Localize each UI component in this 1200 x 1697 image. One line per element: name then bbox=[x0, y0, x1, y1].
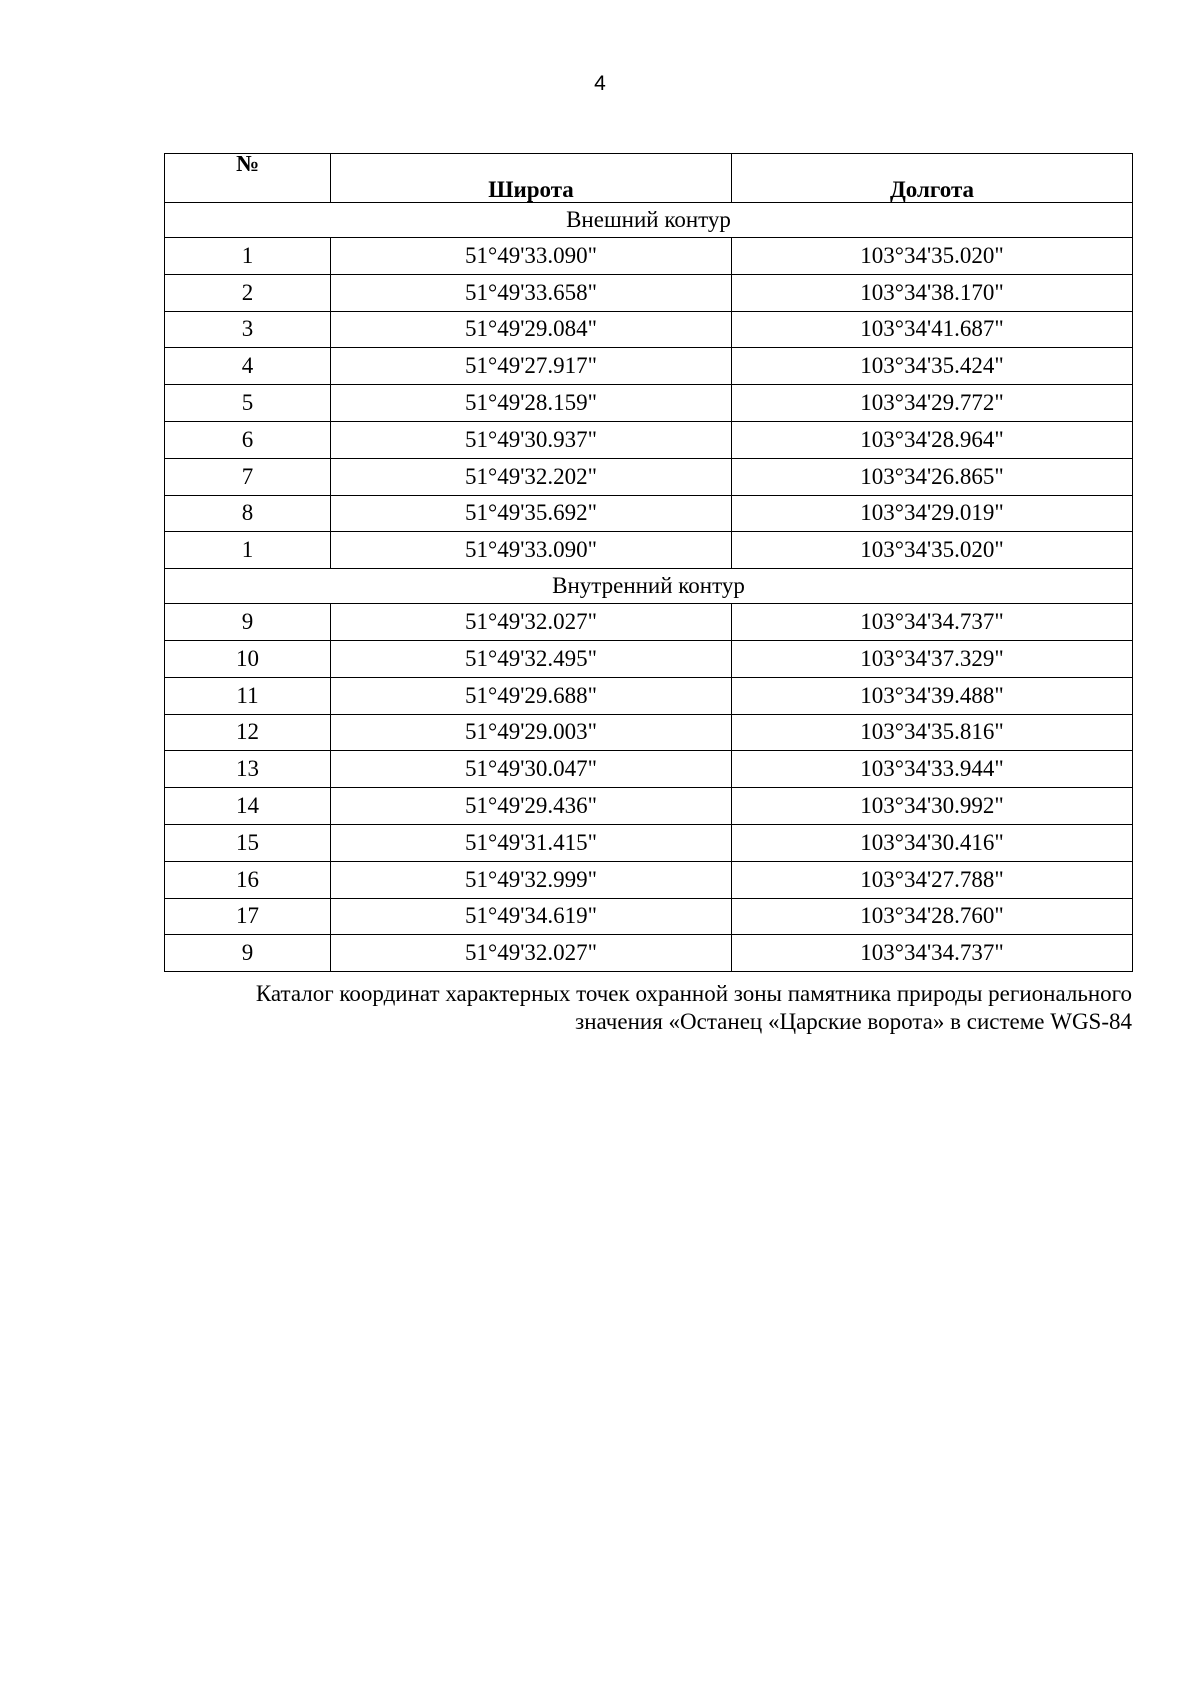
cell-latitude: 51°49'27.917" bbox=[331, 348, 732, 385]
cell-latitude: 51°49'32.027" bbox=[331, 935, 732, 972]
table-header-row bbox=[165, 154, 1133, 203]
cell-longitude: 103°34'38.170" bbox=[732, 274, 1133, 311]
cell-longitude: 103°34'33.944" bbox=[732, 751, 1133, 788]
table-row bbox=[165, 824, 1133, 861]
cell-longitude: 103°34'29.772" bbox=[732, 385, 1133, 422]
table-row bbox=[165, 751, 1133, 788]
cell-longitude: 103°34'37.329" bbox=[732, 640, 1133, 677]
cell-latitude: 51°49'32.495" bbox=[331, 640, 732, 677]
table-body bbox=[165, 203, 1133, 972]
cell-longitude: 103°34'26.865" bbox=[732, 458, 1133, 495]
table-row bbox=[165, 935, 1133, 972]
cell-number: 2 bbox=[165, 274, 331, 311]
cell-longitude: 103°34'30.416" bbox=[732, 824, 1133, 861]
table-row bbox=[165, 604, 1133, 641]
cell-number: 16 bbox=[165, 861, 331, 898]
cell-longitude: 103°34'35.020" bbox=[732, 532, 1133, 569]
cell-number: 1 bbox=[165, 238, 331, 275]
table-row bbox=[165, 385, 1133, 422]
cell-latitude: 51°49'28.159" bbox=[331, 385, 732, 422]
table-row bbox=[165, 640, 1133, 677]
cell-longitude: 103°34'29.019" bbox=[732, 495, 1133, 532]
cell-latitude: 51°49'32.999" bbox=[331, 861, 732, 898]
cell-latitude: 51°49'29.003" bbox=[331, 714, 732, 751]
page-number: 4 bbox=[594, 72, 606, 95]
header-longitude: Долгота bbox=[732, 154, 1133, 203]
table-row bbox=[165, 532, 1133, 569]
cell-number: 1 bbox=[165, 532, 331, 569]
table-row bbox=[165, 274, 1133, 311]
section-title: Внутренний контур bbox=[165, 569, 1133, 604]
cell-longitude: 103°34'34.737" bbox=[732, 604, 1133, 641]
cell-number: 4 bbox=[165, 348, 331, 385]
table-row bbox=[165, 238, 1133, 275]
cell-longitude: 103°34'39.488" bbox=[732, 677, 1133, 714]
table-row bbox=[165, 348, 1133, 385]
cell-latitude: 51°49'34.619" bbox=[331, 898, 732, 935]
caption-line-2: значения «Останец «Царские ворота» в системе WGS-84 bbox=[575, 1009, 1132, 1034]
cell-number: 8 bbox=[165, 495, 331, 532]
cell-latitude: 51°49'30.047" bbox=[331, 751, 732, 788]
cell-number: 15 bbox=[165, 824, 331, 861]
cell-longitude: 103°34'34.737" bbox=[732, 935, 1133, 972]
coordinates-table bbox=[164, 153, 1133, 972]
cell-number: 3 bbox=[165, 311, 331, 348]
section-title: Внешний контур bbox=[165, 203, 1133, 238]
cell-latitude: 51°49'29.436" bbox=[331, 788, 732, 825]
header-number: № bbox=[165, 154, 331, 203]
cell-number: 10 bbox=[165, 640, 331, 677]
table-row bbox=[165, 311, 1133, 348]
table-row bbox=[165, 421, 1133, 458]
cell-latitude: 51°49'32.202" bbox=[331, 458, 732, 495]
cell-latitude: 51°49'33.090" bbox=[331, 532, 732, 569]
cell-latitude: 51°49'29.084" bbox=[331, 311, 732, 348]
cell-latitude: 51°49'33.090" bbox=[331, 238, 732, 275]
cell-longitude: 103°34'28.760" bbox=[732, 898, 1133, 935]
section-row bbox=[165, 203, 1133, 238]
cell-latitude: 51°49'33.658" bbox=[331, 274, 732, 311]
cell-longitude: 103°34'35.816" bbox=[732, 714, 1133, 751]
cell-longitude: 103°34'41.687" bbox=[732, 311, 1133, 348]
cell-number: 6 bbox=[165, 421, 331, 458]
cell-number: 14 bbox=[165, 788, 331, 825]
cell-number: 17 bbox=[165, 898, 331, 935]
cell-latitude: 51°49'30.937" bbox=[331, 421, 732, 458]
cell-latitude: 51°49'32.027" bbox=[331, 604, 732, 641]
table-row bbox=[165, 714, 1133, 751]
cell-longitude: 103°34'35.020" bbox=[732, 238, 1133, 275]
table-row bbox=[165, 898, 1133, 935]
table-row bbox=[165, 861, 1133, 898]
table-row bbox=[165, 458, 1133, 495]
cell-number: 12 bbox=[165, 714, 331, 751]
cell-number: 9 bbox=[165, 935, 331, 972]
cell-longitude: 103°34'28.964" bbox=[732, 421, 1133, 458]
table-row bbox=[165, 788, 1133, 825]
cell-number: 5 bbox=[165, 385, 331, 422]
cell-number: 13 bbox=[165, 751, 331, 788]
table-row bbox=[165, 677, 1133, 714]
section-row bbox=[165, 569, 1133, 604]
caption-line-1: Каталог координат характерных точек охранной зоны памятника природы регионального bbox=[255, 981, 1132, 1006]
table-row bbox=[165, 495, 1133, 532]
cell-latitude: 51°49'35.692" bbox=[331, 495, 732, 532]
table-caption bbox=[164, 980, 1132, 1036]
cell-longitude: 103°34'35.424" bbox=[732, 348, 1133, 385]
cell-number: 11 bbox=[165, 677, 331, 714]
cell-longitude: 103°34'27.788" bbox=[732, 861, 1133, 898]
cell-number: 7 bbox=[165, 458, 331, 495]
cell-longitude: 103°34'30.992" bbox=[732, 788, 1133, 825]
cell-latitude: 51°49'31.415" bbox=[331, 824, 732, 861]
header-latitude: Широта bbox=[331, 154, 732, 203]
cell-latitude: 51°49'29.688" bbox=[331, 677, 732, 714]
cell-number: 9 bbox=[165, 604, 331, 641]
